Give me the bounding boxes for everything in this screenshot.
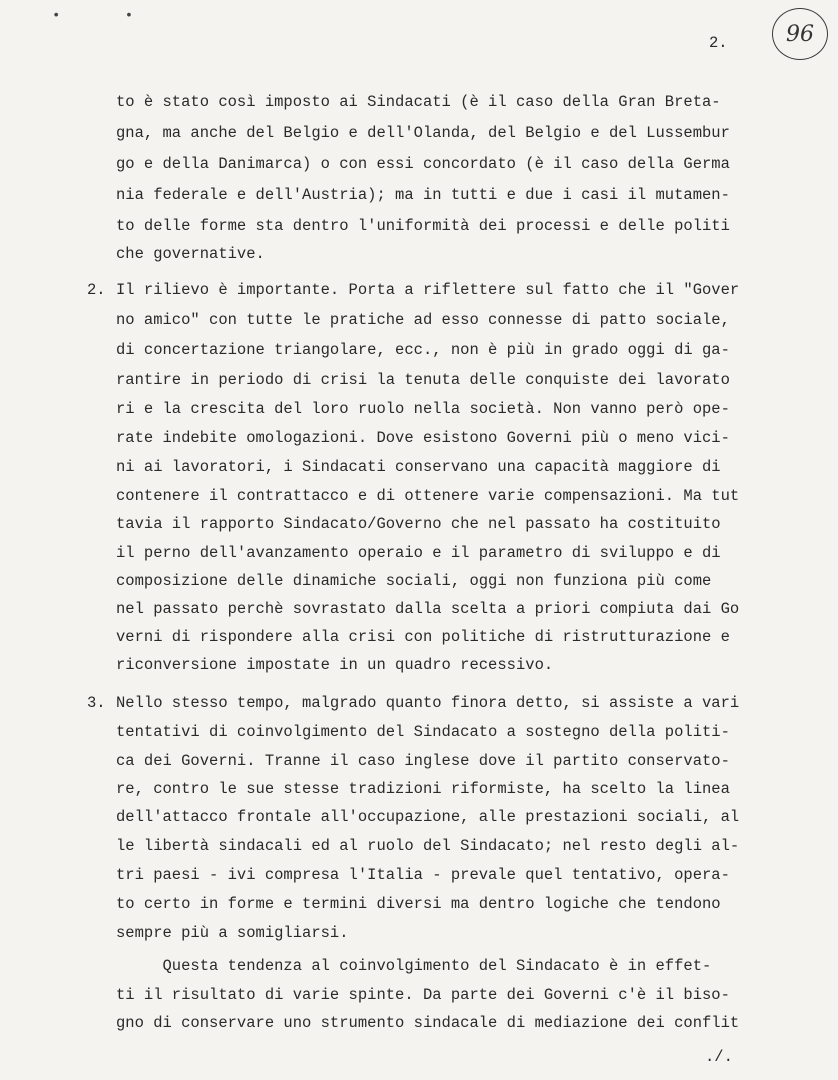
- text-line: composizione delle dinamiche sociali, oggi non funziona più come: [116, 572, 712, 590]
- text-line: to delle forme sta dentro l'uniformità dei processi e delle politi: [116, 217, 730, 235]
- text-line: to è stato così imposto ai Sindacati (è il caso della Gran Breta-: [116, 93, 721, 111]
- text-line: nia federale e dell'Austria); ma in tutti e due i casi il mutamen-: [116, 186, 730, 204]
- stamp-number: 96: [786, 21, 814, 47]
- text-line: tri paesi - ivi compresa l'Italia - prevale quel tentativo, opera-: [116, 866, 730, 884]
- text-line: Questa tendenza al coinvolgimento del Sindacato è in effet-: [116, 957, 712, 975]
- text-line: verni di rispondere alla crisi con politiche di ristrutturazione e: [116, 628, 730, 646]
- corner-marks: • •: [52, 8, 162, 24]
- text-line: gna, ma anche del Belgio e dell'Olanda, del Belgio e del Lussembur: [116, 124, 730, 142]
- text-line: no amico" con tutte le pratiche ad esso connesse di patto sociale,: [116, 311, 730, 329]
- text-line: to certo in forme e termini diversi ma dentro logiche che tendono: [116, 895, 721, 913]
- text-line: che governative.: [116, 245, 265, 263]
- text-line: ni ai lavoratori, i Sindacati conservano una capacità maggiore di: [116, 458, 721, 476]
- text-line: tavia il rapporto Sindacato/Governo che nel passato ha costituito: [116, 515, 721, 533]
- text-line: go e della Danimarca) o con essi concordato (è il caso della Germa: [116, 155, 730, 173]
- text-line: sempre più a somigliarsi.: [116, 924, 349, 942]
- text-line: re, contro le sue stesse tradizioni riformiste, ha scelto la linea: [116, 780, 730, 798]
- text-line: riconversione impostate in un quadro recessivo.: [116, 656, 554, 674]
- text-line: gno di conservare uno strumento sindacale di mediazione dei conflit: [116, 1014, 740, 1032]
- text-line: Il rilievo è importante. Porta a riflettere sul fatto che il "Gover: [116, 281, 740, 299]
- text-line: rantire in periodo di crisi la tenuta delle conquiste dei lavorato: [116, 371, 730, 389]
- text-line: rate indebite omologazioni. Dove esistono Governi più o meno vici-: [116, 429, 730, 447]
- text-line: ti il risultato di varie spinte. Da parte dei Governi c'è il biso-: [116, 986, 730, 1004]
- text-line: ca dei Governi. Tranne il caso inglese dove il partito conservato-: [116, 752, 730, 770]
- text-line: nel passato perchè sovrastato dalla scelta a priori compiuta dai Go: [116, 600, 740, 618]
- item-number: 2.: [87, 281, 106, 299]
- text-line: le libertà sindacali ed al ruolo del Sindacato; nel resto degli al-: [116, 837, 740, 855]
- text-line: tentativi di coinvolgimento del Sindacato a sostegno della politi-: [116, 723, 730, 741]
- item-number: 3.: [87, 694, 106, 712]
- archive-stamp: [772, 8, 828, 60]
- page-number: 2.: [709, 34, 728, 52]
- text-line: Nello stesso tempo, malgrado quanto finora detto, si assiste a vari: [116, 694, 740, 712]
- text-line: contenere il contrattacco e di ottenere varie compensazioni. Ma tut: [116, 487, 740, 505]
- continuation-mark: ./.: [705, 1048, 733, 1066]
- text-line: dell'attacco frontale all'occupazione, alle prestazioni sociali, al: [116, 808, 740, 826]
- text-line: ri e la crescita del loro ruolo nella società. Non vanno però ope-: [116, 400, 730, 418]
- text-line: di concertazione triangolare, ecc., non è più in grado oggi di ga-: [116, 341, 730, 359]
- text-line: il perno dell'avanzamento operaio e il parametro di sviluppo e di: [116, 544, 721, 562]
